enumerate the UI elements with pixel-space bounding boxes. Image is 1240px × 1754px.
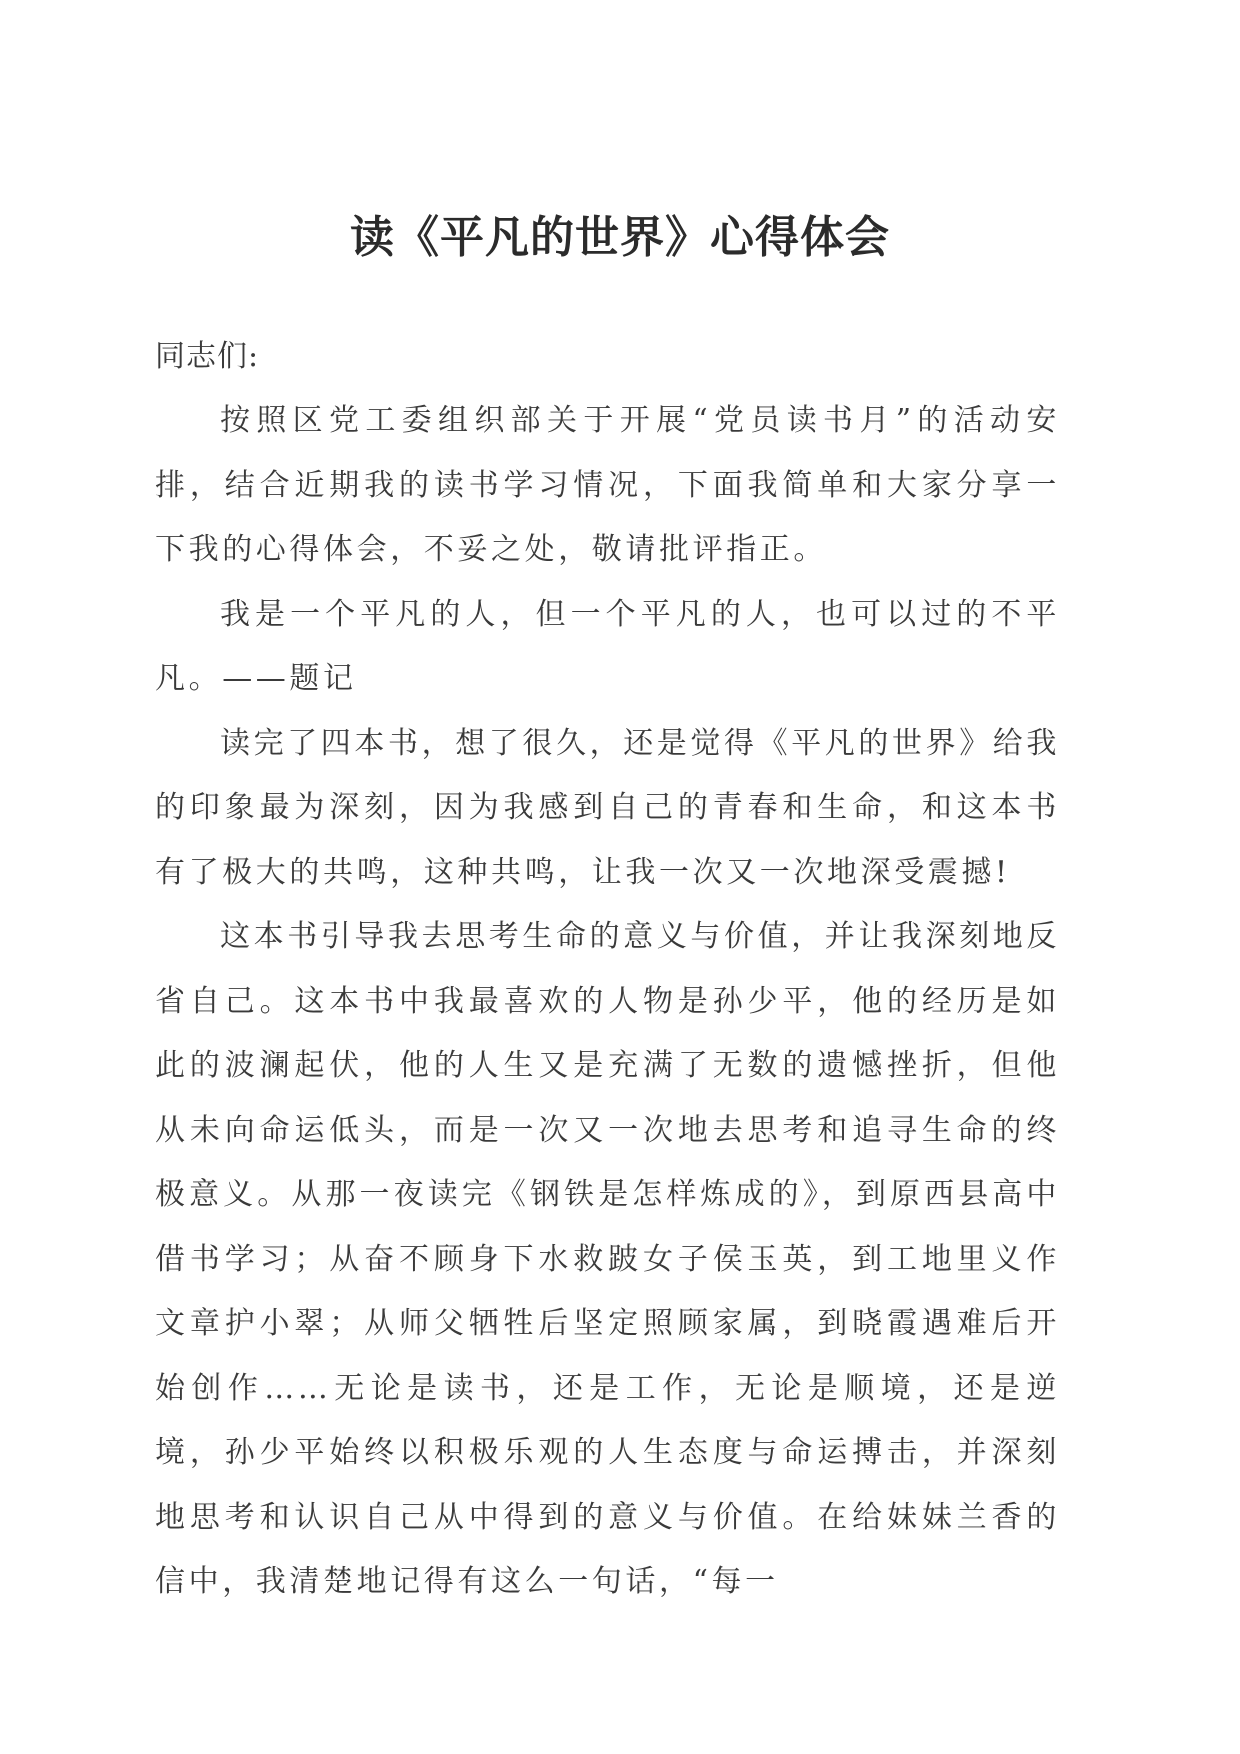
paragraph-impression: 读完了四本书，想了很久，还是觉得《平凡的世界》给我的印象最为深刻，因为我感到自己的青春和生命，和这本书有了极大的共鸣，这种共鸣，让我一次又一次地深受震撼! — [155, 725, 1060, 890]
document-body — [155, 325, 1060, 1615]
document-title: 读《平凡的世界》心得体会 — [350, 212, 890, 263]
paragraph-epigraph: 我是一个平凡的人，但一个平凡的人，也可以过的不平凡。——题记 — [155, 596, 1060, 696]
greeting: 同志们: — [155, 339, 260, 374]
paragraph-intro: 按照区党工委组织部关于开展“党员读书月”的活动安排，结合近期我的读书学习情况，下面我简单和大家分享一下我的心得体会，不妥之处，敬请批评指正。 — [155, 403, 1060, 567]
paragraph-reflection: 这本书引导我去思考生命的意义与价值，并让我深刻地反省自己。这本书中我最喜欢的人物是孙少平，他的经历是如此的波澜起伏，他的人生又是充满了无数的遗憾挫折，但他从未向命运低头，而是一次又一次地去思考和追寻生命的终极意义。从那一夜读完《钢铁是怎样炼成的》，到原西县高中借书学习；从奋不顾身下水救跛女子侯玉英，到工地里义作文章护小翠；从师父牺牲后坚定照顾家属，到晓霞遇难后开始创作……无论是读书，还是工作，无论是顺境，还是逆境，孙少平始终以积极乐观的人生态度与命运搏击，并深刻地思考和认识自己从中得到的意义与价值。在给妹妹兰香的信中，我清楚地记得有这么一句话，“每一 — [155, 919, 1060, 1599]
